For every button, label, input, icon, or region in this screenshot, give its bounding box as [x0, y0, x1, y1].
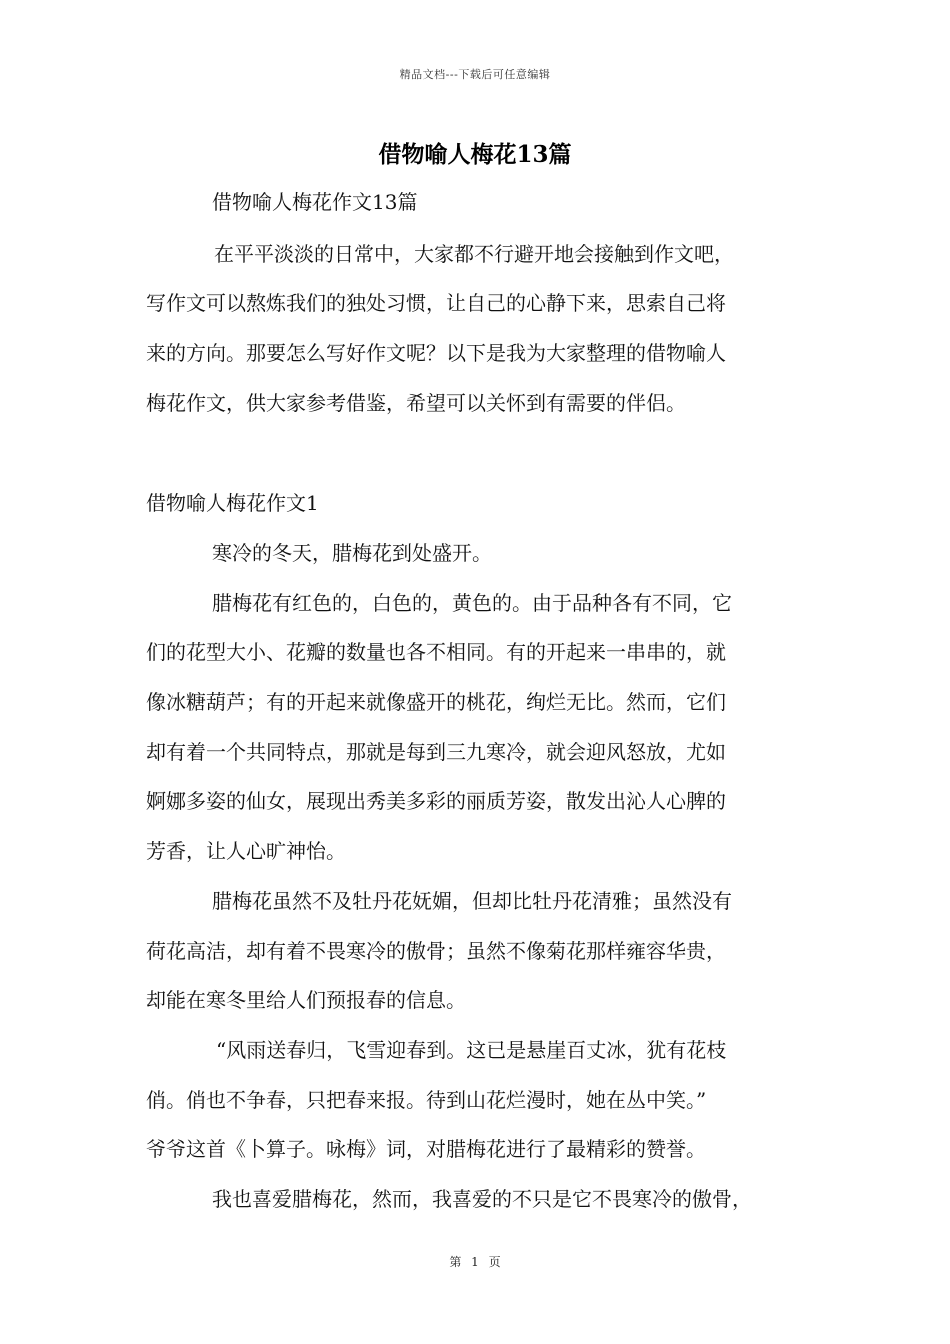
text-line: 腊梅花虽然不及牡丹花妩媚，但却比牡丹花清雅；虽然没有: [212, 889, 732, 913]
text-line: 婀娜多姿的仙女，展现出秀美多彩的丽质芳姿，散发出沁人心脾的: [146, 789, 726, 813]
paragraph: 寒冷的冬天，腊梅花到处盛开。: [212, 541, 492, 565]
section-heading: 借物喻人梅花作文1: [146, 491, 319, 515]
text-line: 梅花作文，供大家参考借鉴，希望可以关怀到有需要的伴侣。: [146, 391, 686, 415]
text-line: 却有着一个共同特点，那就是每到三九寒冷，就会迎风怒放，尤如: [146, 740, 726, 764]
text-line: 俏。俏也不争春，只把春来报。待到山花烂漫时，她在丛中笑。”: [146, 1088, 707, 1112]
footer-prefix: 第: [449, 1255, 462, 1269]
text-line: 来的方向。那要怎么写好作文呢？以下是我为大家整理的借物喻人: [146, 341, 726, 365]
document-subtitle: 借物喻人梅花作文13篇: [212, 190, 418, 214]
text-line: 我也喜爱腊梅花，然而，我喜爱的不只是它不畏寒冷的傲骨，: [212, 1187, 752, 1211]
text-line: 们的花型大小、花瓣的数量也各不相同。有的开起来一串串的，就: [146, 640, 726, 664]
footer-suffix: 页: [488, 1255, 501, 1269]
text-line: 却能在寒冬里给人们预报春的信息。: [146, 988, 466, 1012]
page-number: 1: [471, 1255, 479, 1269]
text-line: 芳香，让人心旷神怡。: [146, 839, 346, 863]
text-line: 爷爷这首《卜算子。咏梅》词，对腊梅花进行了最精彩的赞誉。: [146, 1137, 706, 1161]
document-title: 借物喻人梅花13篇: [378, 141, 572, 168]
text-line: 像冰糖葫芦；有的开起来就像盛开的桃花，绚烂无比。然而，它们: [146, 690, 726, 714]
text-line: 写作文可以熬炼我们的独处习惯，让自己的心静下来，思索自己将: [146, 291, 726, 315]
text-line: 腊梅花有红色的，白色的，黄色的。由于品种各有不同，它: [212, 591, 732, 615]
page-footer: [0, 1253, 950, 1270]
text-line: 在平平淡淡的日常中，大家都不行避开地会接触到作文吧，: [214, 242, 734, 266]
page-header-note: 精品文档---下载后可任意编辑: [399, 68, 551, 81]
text-line: “风雨送春归，飞雪迎春到。这已是悬崖百丈冰，犹有花枝: [216, 1038, 727, 1062]
text-line: 荷花高洁，却有着不畏寒冷的傲骨；虽然不像菊花那样雍容华贵，: [146, 939, 726, 963]
